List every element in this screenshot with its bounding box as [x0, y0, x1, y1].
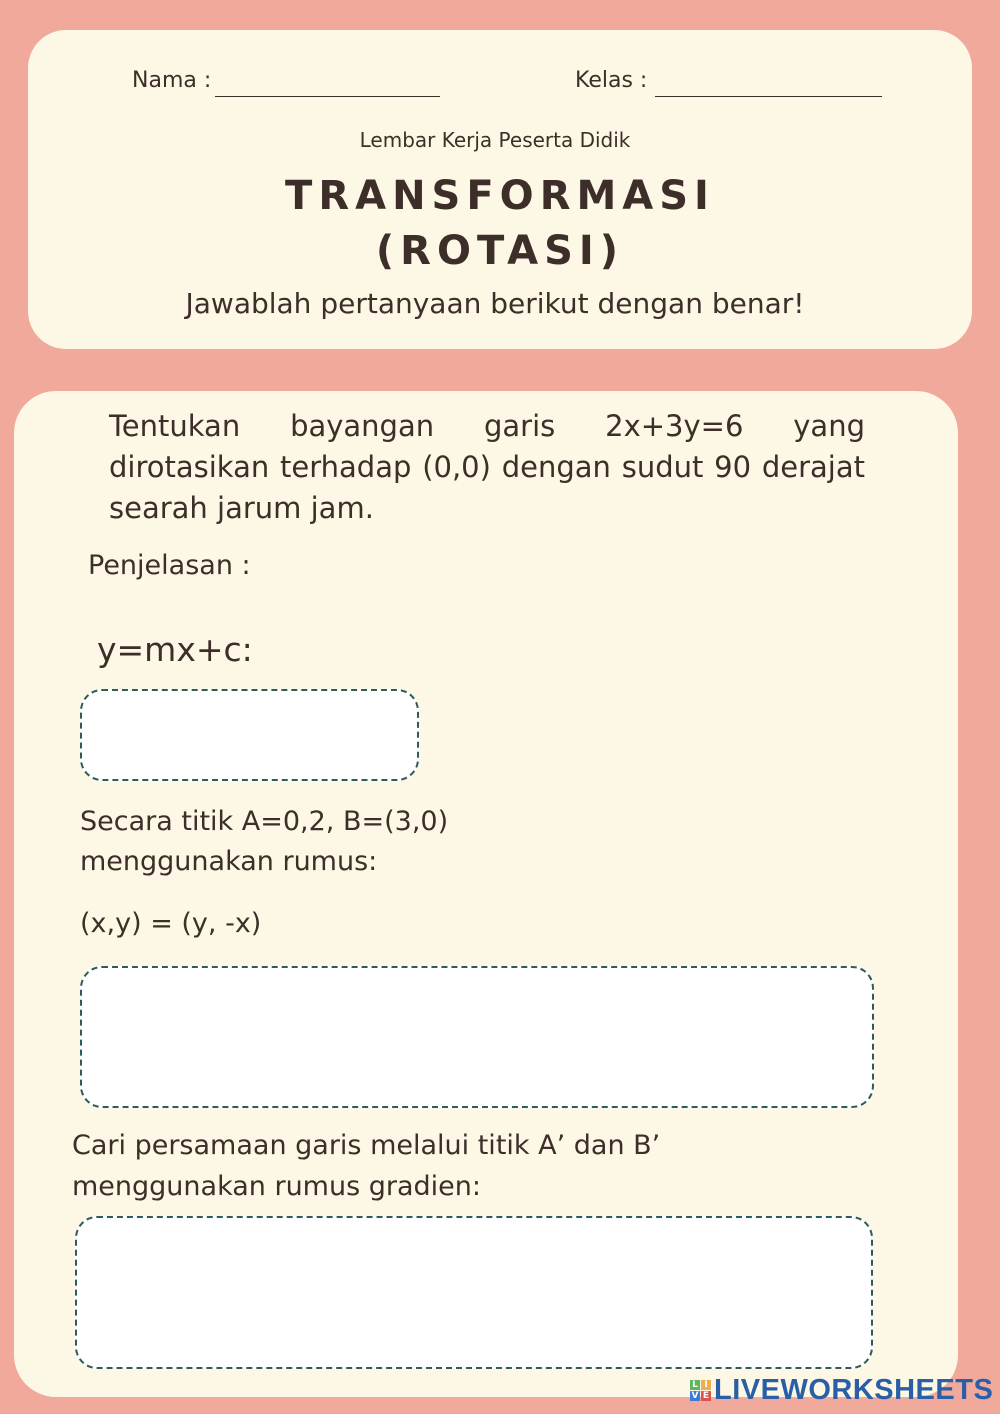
class-field[interactable] [655, 96, 882, 97]
liveworksheets-text: LIVEWORKSHEETS [714, 1374, 994, 1406]
page-title-rotation: (ROTASI) [375, 228, 625, 274]
answer-box-2[interactable] [80, 966, 874, 1108]
worksheet-subtitle: Lembar Kerja Peserta Didik [359, 128, 631, 152]
logo-letter-l: L [690, 1380, 700, 1390]
formula-intro-text: menggunakan rumus: [80, 846, 378, 877]
points-text: Secara titik A=0,2, B=(3,0) [80, 806, 449, 837]
class-label: Kelas : [575, 68, 648, 93]
name-label: Nama : [132, 68, 212, 93]
logo-letter-i: I [701, 1380, 711, 1390]
gradient-instruction: Cari persamaan garis melalui titik A’ dan B’ [72, 1130, 661, 1161]
rotation-formula: (x,y) = (y, -x) [80, 908, 262, 939]
question-text: Tentukan bayangan garis 2x+3y=6 yang dirotasikan terhadap (0,0) dengan sudut 90 derajat searah jarum jam. [109, 409, 865, 525]
line-equation-formula: y=mx+c: [97, 630, 253, 669]
instruction-text: Jawablah pertanyaan berikut dengan benar! [185, 287, 805, 320]
name-field[interactable] [215, 96, 440, 97]
header-card [28, 30, 972, 349]
page-title: TRANSFORMASI [285, 173, 715, 219]
answer-box-3[interactable] [75, 1216, 873, 1369]
logo-letter-v: V [691, 1391, 699, 1401]
liveworksheets-logo[interactable] [690, 1374, 993, 1407]
answer-box-1[interactable] [80, 689, 419, 781]
logo-letter-e: E [702, 1391, 710, 1401]
liveworksheets-grid-icon [690, 1380, 711, 1401]
gradient-formula-intro: menggunakan rumus gradien: [72, 1171, 481, 1202]
explanation-label: Penjelasan : [88, 550, 251, 581]
